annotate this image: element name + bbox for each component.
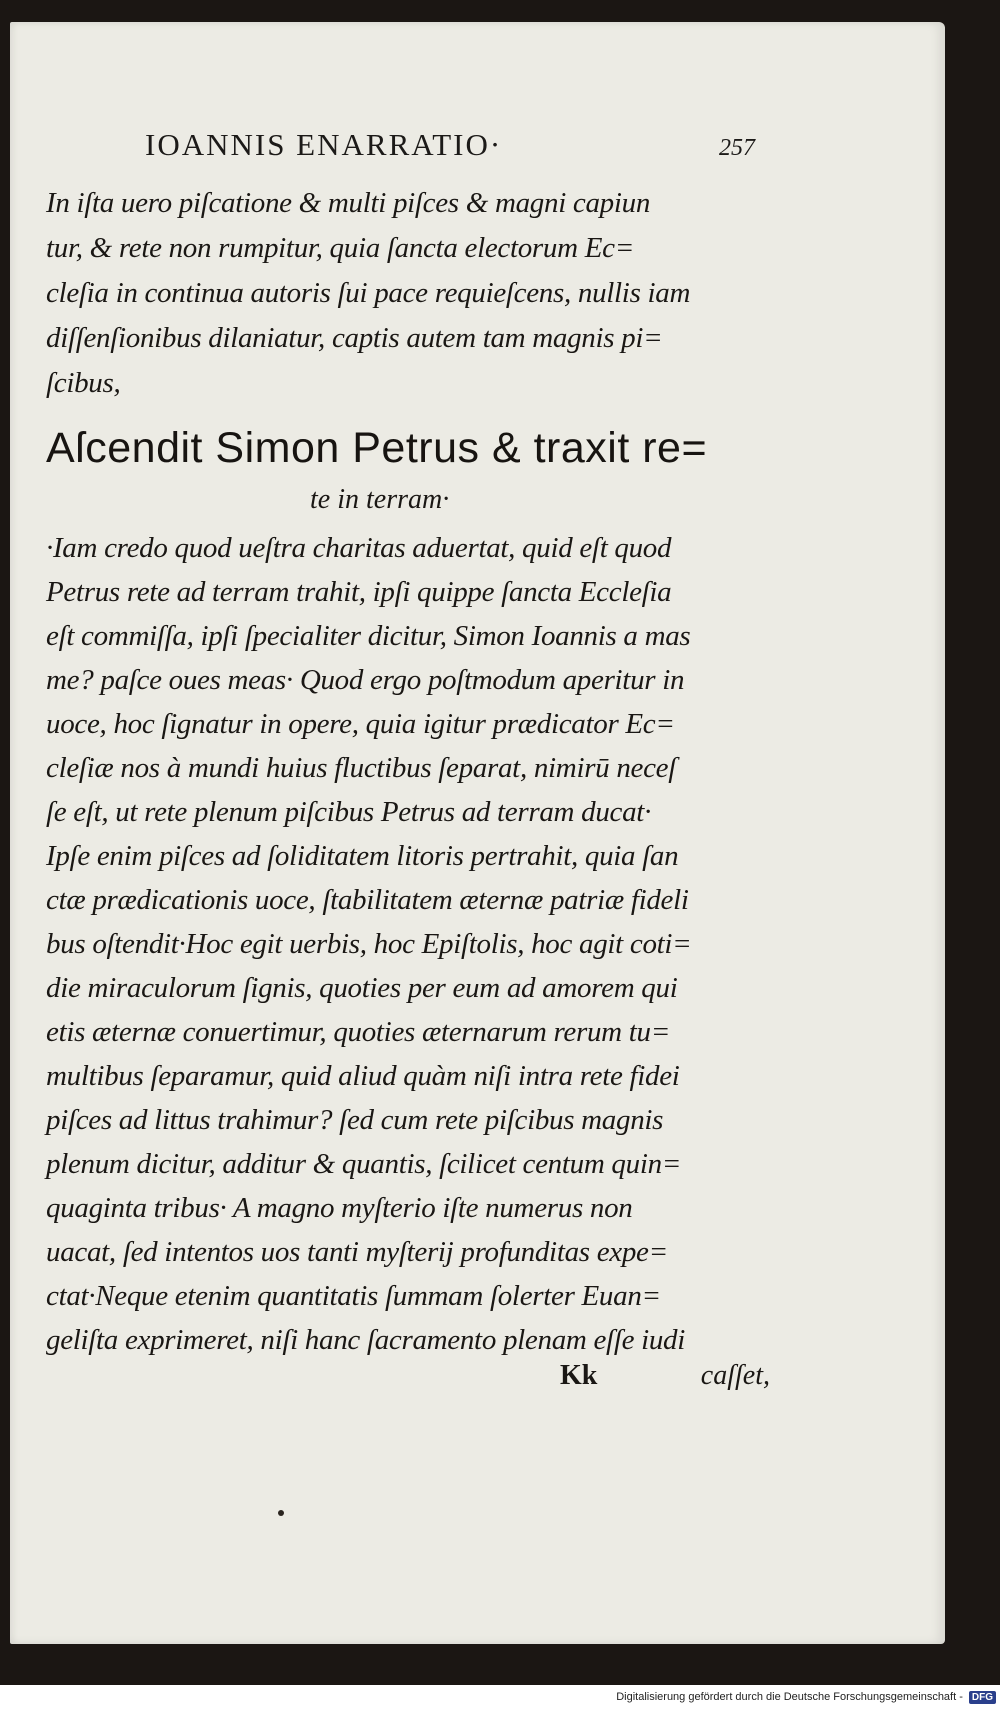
text-line: die miraculorum ſignis, quoties per eum ad amorem qui: [46, 972, 678, 1004]
text-line: eſt commiſſa, ipſi ſpecialiter dicitur, Simon Ioannis a mas: [46, 620, 691, 652]
text-line: In iſta uero piſcatione & multi piſces & magni capiun: [46, 187, 651, 219]
footer-credit: Digitalisierung gefördert durch die Deutsche Forschungsgemeinschaft -: [616, 1691, 963, 1703]
text-line: diſſenſionibus dilaniatur, captis autem tam magnis pi=: [46, 322, 663, 354]
text-line: ctæ prædicationis uoce, ſtabilitatem æternæ patriæ fideli: [46, 884, 689, 916]
dfg-logo: DFG: [969, 1691, 996, 1704]
text-line: uoce, hoc ſignatur in opere, quia igitur prædicator Ec=: [46, 708, 675, 740]
ink-speck: [278, 1510, 284, 1516]
text-line: ·Iam credo quod ueſtra charitas aduertat, quid eſt quod: [46, 532, 672, 564]
text-line: bus oſtendit·Hoc egit uerbis, hoc Epiſtolis, hoc agit coti=: [46, 928, 692, 960]
text-line: cleſia in continua autoris ſui pace requieſcens, nullis iam: [46, 277, 691, 309]
text-line: ctat·Neque etenim quantitatis ſummam ſolerter Euan=: [46, 1280, 661, 1312]
text-line: Petrus rete ad terram trahit, ipſi quippe ſancta Eccleſia: [46, 576, 672, 608]
text-line: ſcibus,: [46, 367, 121, 399]
text-line: multibus ſeparamur, quid aliud quàm niſi intra rete fidei: [46, 1060, 680, 1092]
footer-bar: [0, 1685, 1000, 1709]
text-line: Ipſe enim piſces ad ſoliditatem litoris pertrahit, quia ſan: [46, 840, 679, 872]
signature-line: [560, 1360, 770, 1392]
book-page: [10, 22, 945, 1644]
section-heading-continuation: te in terram·: [310, 484, 450, 515]
running-head: IOANNIS ENARRATIO·: [145, 127, 503, 162]
signature-mark: Kk: [560, 1360, 598, 1391]
text-line: quaginta tribus· A magno myſterio iſte numerus non: [46, 1192, 633, 1224]
text-line: cleſiæ nos à mundi huius fluctibus ſeparat, nimirū neceſ: [46, 752, 677, 784]
text-line: me? paſce oues meas· Quod ergo poſtmodum aperitur in: [46, 664, 685, 696]
catchword: caſſet,: [700, 1360, 770, 1391]
text-line: ſe eſt, ut rete plenum piſcibus Petrus ad terram ducat·: [46, 796, 652, 828]
page-header: [115, 127, 755, 163]
text-line: etis æternæ conuertimur, quoties æternarum rerum tu=: [46, 1016, 670, 1048]
text-line: plenum dicitur, additur & quantis, ſcilicet centum quin=: [46, 1148, 682, 1180]
page-number: 257: [719, 135, 755, 161]
text-line: uacat, ſed intentos uos tanti myſterij profunditas expe=: [46, 1236, 668, 1268]
section-heading: Aſcendit Simon Petrus & traxit re=: [46, 424, 708, 472]
text-line: tur, & rete non rumpitur, quia ſancta electorum Ec=: [46, 232, 634, 264]
text-line: piſces ad littus trahimur? ſed cum rete piſcibus magnis: [46, 1104, 664, 1136]
text-line: geliſta exprimeret, niſi hanc ſacramento plenam eſſe iudi: [46, 1324, 686, 1356]
